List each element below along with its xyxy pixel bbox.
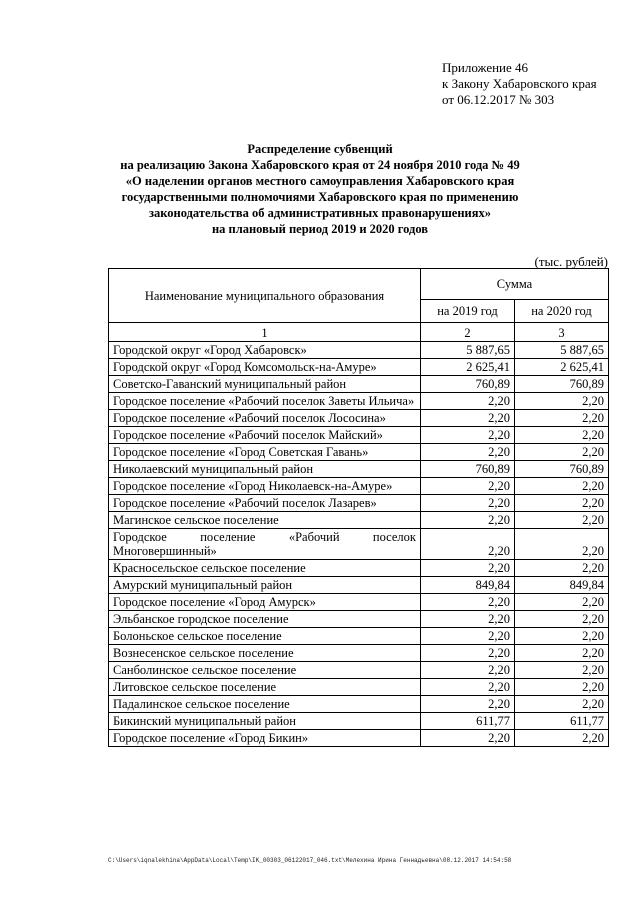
municipality-name: Городское поселение «Город Советская Гавань»	[109, 444, 421, 461]
amount-2020: 849,84	[515, 577, 609, 594]
municipality-name: Санболинское сельское поселение	[109, 662, 421, 679]
municipality-name: Городское поселение «Город Амурск»	[109, 594, 421, 611]
municipality-name: Городской округ «Город Комсомольск-на-Амуре»	[109, 359, 421, 376]
appendix-line-3: от 06.12.2017 № 303	[442, 92, 555, 107]
index-cell: 1	[109, 323, 421, 342]
title-line: на реализацию Закона Хабаровского края от 24 ноября 2010 года № 49	[120, 158, 520, 172]
appendix-line-1: Приложение 46	[442, 60, 529, 75]
municipality-name: Николаевский муниципальный район	[109, 461, 421, 478]
amount-2019: 2,20	[421, 427, 515, 444]
amount-2020: 2,20	[515, 645, 609, 662]
table-row	[109, 696, 609, 713]
table-row	[109, 662, 609, 679]
amount-2020: 2,20	[515, 529, 609, 560]
municipality-name: Падалинское сельское поселение	[109, 696, 421, 713]
amount-2020: 611,77	[515, 713, 609, 730]
table-row	[109, 577, 609, 594]
title-line: государственными полномочиями Хабаровского края по применению	[121, 190, 519, 204]
municipality-name: Литовское сельское поселение	[109, 679, 421, 696]
table-row	[109, 427, 609, 444]
amount-2020: 2,20	[515, 628, 609, 645]
amount-2020: 5 887,65	[515, 342, 609, 359]
amount-2020: 2,20	[515, 730, 609, 747]
amount-2019: 2,20	[421, 611, 515, 628]
amount-2020: 2,20	[515, 427, 609, 444]
header-2020: на 2020 год	[515, 300, 609, 323]
amount-2019: 2 625,41	[421, 359, 515, 376]
municipality-name: Магинское сельское поселение	[109, 512, 421, 529]
municipality-name: Эльбанское городское поселение	[109, 611, 421, 628]
table-row	[109, 410, 609, 427]
table-row	[109, 560, 609, 577]
table-row	[109, 679, 609, 696]
amount-2019: 2,20	[421, 662, 515, 679]
amount-2019: 5 887,65	[421, 342, 515, 359]
amount-2019: 2,20	[421, 478, 515, 495]
document-title	[0, 141, 640, 237]
amount-2019: 760,89	[421, 376, 515, 393]
amount-2020: 2,20	[515, 410, 609, 427]
municipality-name: Красносельское сельское поселение	[109, 560, 421, 577]
title-line: законодательства об административных правонарушениях»	[148, 206, 492, 220]
amount-2020: 2 625,41	[515, 359, 609, 376]
table-row	[109, 444, 609, 461]
header-name-column: Наименование муниципального образования	[109, 269, 421, 323]
table-row	[109, 478, 609, 495]
municipality-name: Болоньское сельское поселение	[109, 628, 421, 645]
table-row	[109, 529, 609, 560]
title-line: «О наделении органов местного самоуправления Хабаровского края	[125, 174, 515, 188]
municipality-name: Городское поселение «Рабочий поселок Заветы Ильича»	[109, 393, 421, 410]
amount-2019: 611,77	[421, 713, 515, 730]
amount-2020: 2,20	[515, 393, 609, 410]
index-cell: 3	[515, 323, 609, 342]
table-row	[109, 611, 609, 628]
table-row	[109, 342, 609, 359]
municipality-name: Городской округ «Город Хабаровск»	[109, 342, 421, 359]
municipality-name: Городское поселение «Рабочий поселок Майский»	[109, 427, 421, 444]
table-row	[109, 359, 609, 376]
table-row	[109, 713, 609, 730]
amount-2020: 760,89	[515, 376, 609, 393]
municipality-name: Советско-Гаванский муниципальный район	[109, 376, 421, 393]
amount-2020: 2,20	[515, 611, 609, 628]
amount-2019: 2,20	[421, 393, 515, 410]
amount-2019: 2,20	[421, 730, 515, 747]
table-row	[109, 512, 609, 529]
amount-2020: 2,20	[515, 696, 609, 713]
municipality-name: Городское поселение «Город Бикин»	[109, 730, 421, 747]
amount-2020: 2,20	[515, 560, 609, 577]
title-line: на плановый период 2019 и 2020 годов	[211, 222, 429, 236]
amount-2019: 2,20	[421, 645, 515, 662]
amount-2020: 2,20	[515, 512, 609, 529]
municipality-name: Городское поселение «Рабочий поселок Лазарев»	[109, 495, 421, 512]
municipality-name: Городское поселение «Рабочий поселок Лососина»	[109, 410, 421, 427]
table-row	[109, 645, 609, 662]
amount-2019: 2,20	[421, 512, 515, 529]
subvention-table	[108, 268, 609, 747]
table-row	[109, 376, 609, 393]
amount-2019: 760,89	[421, 461, 515, 478]
table-row	[109, 495, 609, 512]
amount-2020: 2,20	[515, 495, 609, 512]
amount-2020: 2,20	[515, 662, 609, 679]
units-label: (тыс. рублей)	[534, 254, 608, 269]
amount-2019: 2,20	[421, 495, 515, 512]
municipality-name: Бикинский муниципальный район	[109, 713, 421, 730]
table-row	[109, 594, 609, 611]
header-2019: на 2019 год	[421, 300, 515, 323]
amount-2019: 2,20	[421, 529, 515, 560]
table-index-row	[109, 323, 609, 342]
municipality-name: Амурский муниципальный район	[109, 577, 421, 594]
title-line: Распределение субвенций	[247, 142, 393, 156]
amount-2019: 2,20	[421, 410, 515, 427]
table-row	[109, 461, 609, 478]
index-cell: 2	[421, 323, 515, 342]
table-header-row	[109, 269, 609, 300]
appendix-note	[442, 60, 597, 108]
table-row	[109, 393, 609, 410]
amount-2019: 2,20	[421, 594, 515, 611]
amount-2019: 2,20	[421, 679, 515, 696]
municipality-name: Городское поселение «Рабочий поселок Многовершинный»	[109, 529, 421, 560]
amount-2019: 2,20	[421, 696, 515, 713]
amount-2020: 2,20	[515, 478, 609, 495]
amount-2019: 2,20	[421, 560, 515, 577]
appendix-line-2: к Закону Хабаровского края	[442, 76, 597, 91]
table-row	[109, 730, 609, 747]
amount-2019: 2,20	[421, 628, 515, 645]
header-sum: Сумма	[421, 269, 609, 300]
municipality-name: Городское поселение «Город Николаевск-на-Амуре»	[109, 478, 421, 495]
amount-2019: 2,20	[421, 444, 515, 461]
table-row	[109, 628, 609, 645]
amount-2020: 2,20	[515, 444, 609, 461]
amount-2019: 849,84	[421, 577, 515, 594]
amount-2020: 2,20	[515, 594, 609, 611]
municipality-name: Вознесенское сельское поселение	[109, 645, 421, 662]
amount-2020: 760,89	[515, 461, 609, 478]
file-path-footer: C:\Users\iqnalekhina\AppData\Local\Temp\IK_00303_06122017_046.txt\Мелехина Ирина Геннадьевна\08.12.2017 14:54:58	[108, 857, 512, 864]
amount-2020: 2,20	[515, 679, 609, 696]
